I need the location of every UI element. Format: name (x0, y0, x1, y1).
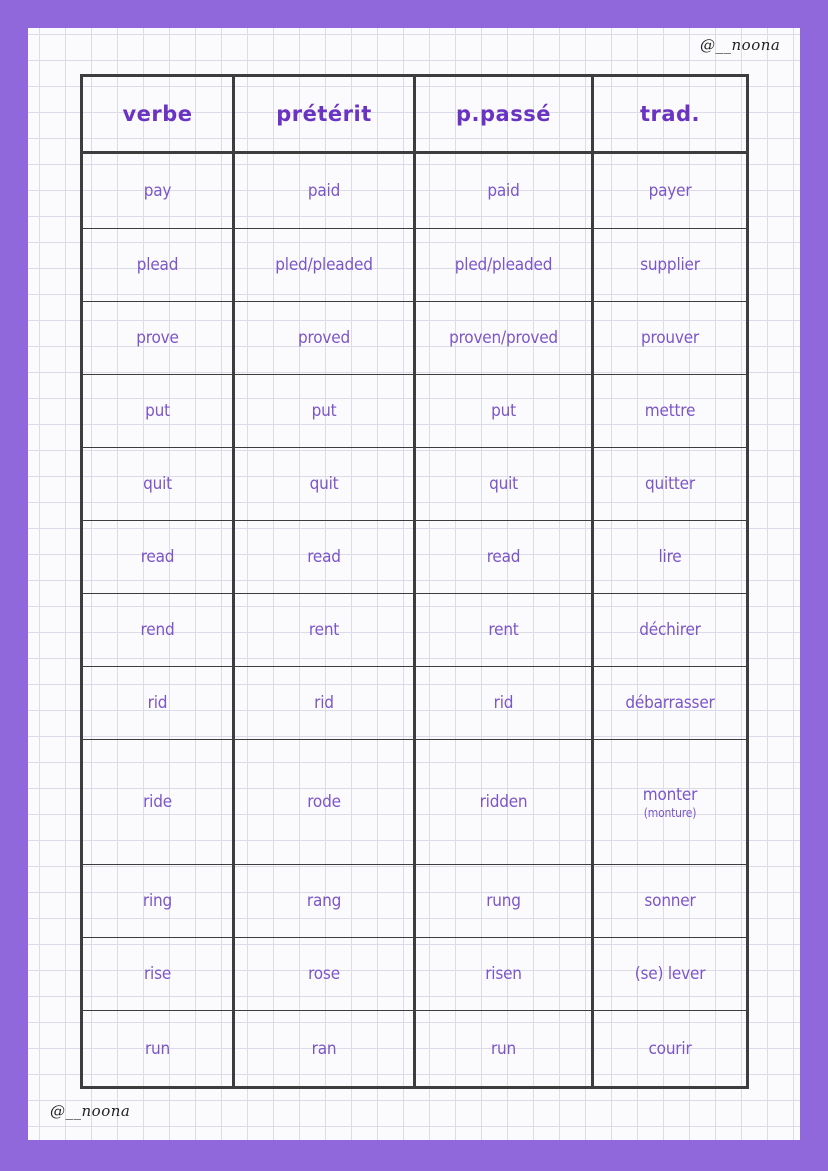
table-row (82, 229, 748, 302)
cell-preterit: proved (234, 302, 415, 375)
cell-participe: paid (415, 153, 593, 229)
cell-trad: lire (593, 521, 748, 594)
cell-trad-main: monter (642, 784, 698, 805)
column-header-verbe: verbe (82, 76, 234, 153)
cell-participe: proven/proved (415, 302, 593, 375)
cell-trad: mettre (593, 375, 748, 448)
cell-trad: supplier (593, 229, 748, 302)
cell-verbe: ride (82, 740, 234, 865)
cell-participe: risen (415, 938, 593, 1011)
table-row (82, 448, 748, 521)
table-row (82, 865, 748, 938)
cell-verbe: plead (82, 229, 234, 302)
table-row (82, 153, 748, 229)
cell-preterit: read (234, 521, 415, 594)
cell-trad: quitter (593, 448, 748, 521)
watermark-bottom: @__noona (50, 1102, 131, 1120)
cell-trad-note: (monture) (643, 805, 697, 820)
cell-verbe: read (82, 521, 234, 594)
table-row (82, 1011, 748, 1088)
cell-preterit: ran (234, 1011, 415, 1088)
cell-preterit: rent (234, 594, 415, 667)
cell-preterit: pled/pleaded (234, 229, 415, 302)
cell-trad: prouver (593, 302, 748, 375)
column-header-trad: trad. (593, 76, 748, 153)
cell-participe: put (415, 375, 593, 448)
cell-verbe: run (82, 1011, 234, 1088)
cell-trad: débarrasser (593, 667, 748, 740)
table-row (82, 740, 748, 865)
cell-participe: rent (415, 594, 593, 667)
grid-paper (28, 28, 800, 1140)
watermark-top: @__noona (700, 36, 781, 54)
cell-trad: payer (593, 153, 748, 229)
table-row (82, 667, 748, 740)
cell-trad: sonner (593, 865, 748, 938)
cell-verbe: quit (82, 448, 234, 521)
cell-participe: quit (415, 448, 593, 521)
cell-verbe: ring (82, 865, 234, 938)
table-row (82, 302, 748, 375)
cell-trad: (se) lever (593, 938, 748, 1011)
cell-preterit: quit (234, 448, 415, 521)
column-header-participe: p.passé (415, 76, 593, 153)
cell-participe: rung (415, 865, 593, 938)
cell-preterit: paid (234, 153, 415, 229)
cell-participe: pled/pleaded (415, 229, 593, 302)
cell-participe: ridden (415, 740, 593, 865)
table-row (82, 594, 748, 667)
cell-preterit: rang (234, 865, 415, 938)
cell-participe: run (415, 1011, 593, 1088)
cell-preterit: put (234, 375, 415, 448)
cell-trad: déchirer (593, 594, 748, 667)
column-header-preterit: prétérit (234, 76, 415, 153)
cell-verbe: pay (82, 153, 234, 229)
cell-trad (593, 740, 748, 865)
table-row (82, 938, 748, 1011)
table-row (82, 521, 748, 594)
cell-verbe: put (82, 375, 234, 448)
cell-verbe: rise (82, 938, 234, 1011)
cell-verbe: prove (82, 302, 234, 375)
cell-verbe: rend (82, 594, 234, 667)
cell-participe: rid (415, 667, 593, 740)
cell-verbe: rid (82, 667, 234, 740)
irregular-verbs-table (80, 74, 749, 1089)
header-row (82, 76, 748, 153)
cell-preterit: rode (234, 740, 415, 865)
cell-participe: read (415, 521, 593, 594)
table-row (82, 375, 748, 448)
cell-preterit: rose (234, 938, 415, 1011)
cell-preterit: rid (234, 667, 415, 740)
cell-trad: courir (593, 1011, 748, 1088)
